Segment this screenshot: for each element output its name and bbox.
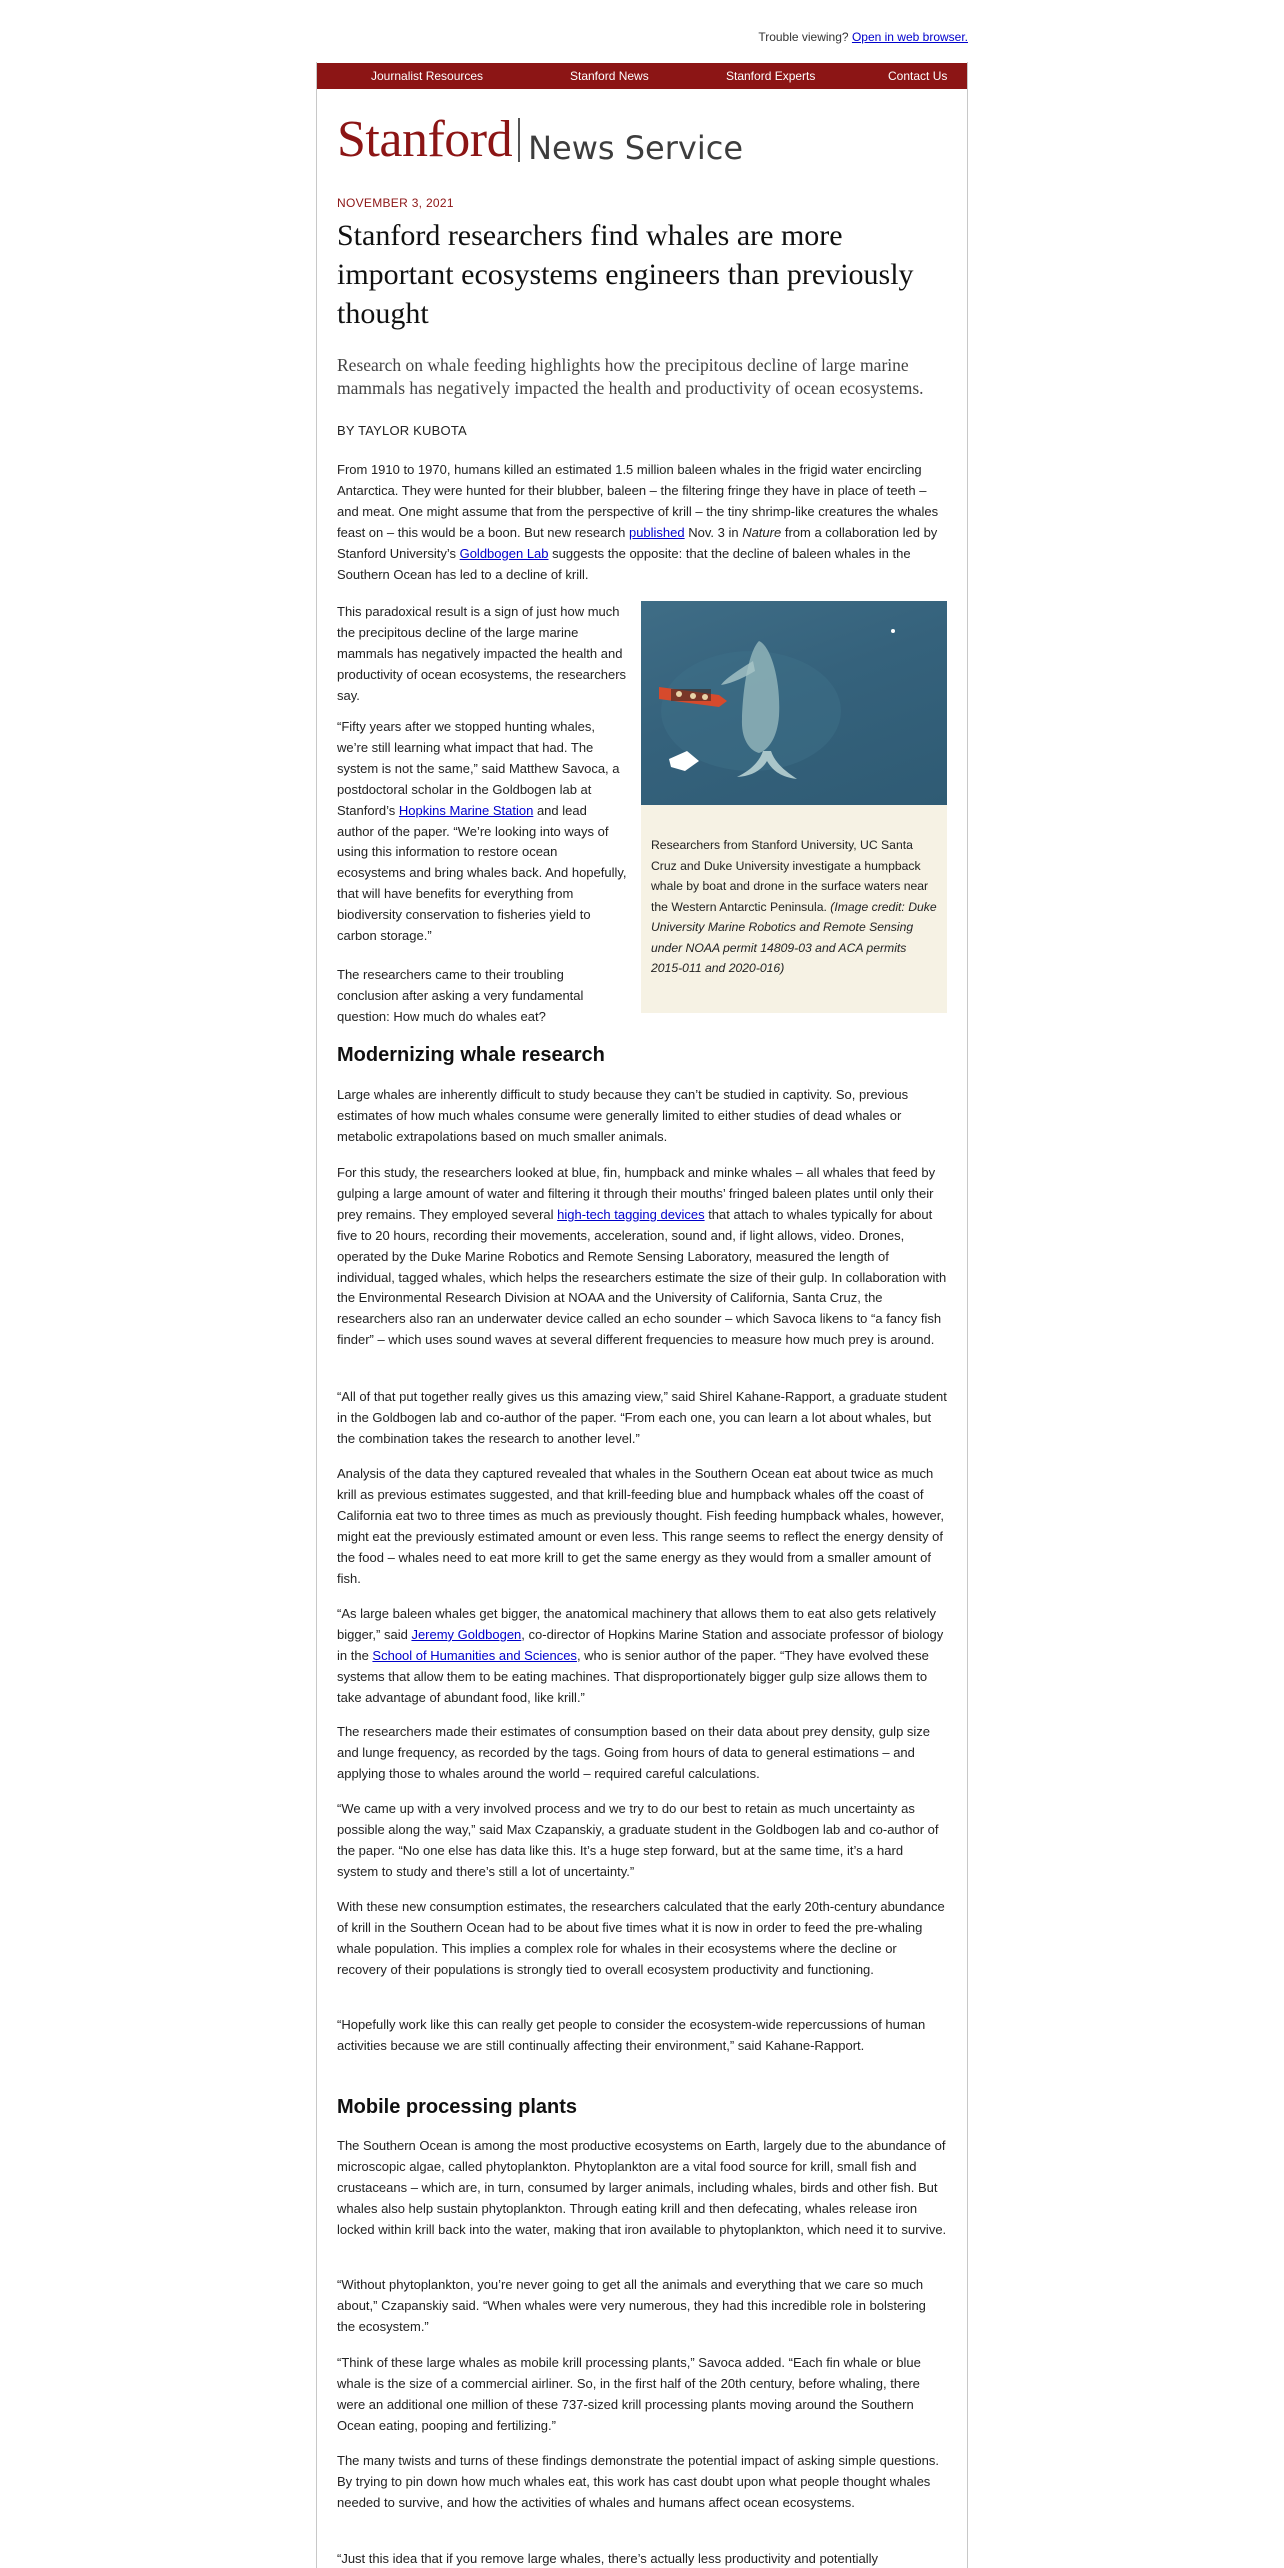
link-jeremy-goldbogen[interactable]: Jeremy Goldbogen [411,1626,522,1642]
text-run: For this study, the researchers looked at blue, fin, humpback and minke whales – all whales that feed by gulping a large amount of water and filtering it through their mouths’ fringed baleen plates until only their prey remains. They employed several [337,1165,936,1222]
paragraph-difficult: Large whales are inherently difficult to study because they can’t be studied in captivity. So, previous estimates of how much whales consume were generally limited to either studies of dead whales or metabolic extrapolations based on much smaller animals. [337,1087,909,1144]
paragraph-consumption: With these new consumption estimates, the researchers calculated that the early 20th-century abundance of krill in the Southern Ocean had to be about five times what it is now in order to feed the pre-whaling whale population. This implies a complex role for whales in their ecosystems where the decline or recovery of their populations is strongly tied to overall ecosystem productivity and functioning. [337,1899,945,1977]
figure-caption [641,805,947,979]
open-in-browser-link[interactable]: Open in web browser. [851,30,968,44]
trouble-viewing-line [322,30,968,44]
journal-name: Nature [742,524,782,540]
link-tagging-devices[interactable]: high-tech tagging devices [557,1206,705,1222]
text-run: and lead author of the paper. “We’re looking into ways of using this information to restore ocean ecosystems and bring whales back. And hopefully, that will have benefits for everything from biodiversity conservation to fisheries yield to carbon storage.” [337,802,627,944]
stanford-wordmark: Stanford [337,111,513,168]
paragraph-phytoplankton-quote: “Without phytoplankton, you’re never going to get all the animals and everything that we care so much about,” Czapanskiy said. “When whales were very numerous, they had this incredible role in bolstering the ecosystem.” [337,2277,926,2334]
text-run: suggests the opposite: that the decline of baleen whales in the Southern Ocean has led to a decline of krill. [337,545,911,582]
paragraph-kahane-quote: “All of that put together really gives us this amazing view,” said Shirel Kahane-Rapport, a graduate student in the Goldbogen lab and co-author of the paper. “From each one, you can learn a lot about whales, but the combination takes the research to another level.” [337,1389,947,1446]
section-heading-mobile-plants: Mobile processing plants [337,2096,578,2118]
article-byline: BY TAYLOR KUBOTA [337,423,467,438]
text-run: from a collaboration led by Stanford University’s [337,524,938,561]
stanford-news-service-logo [337,112,743,166]
paragraph-czapanskiy-quote: “We came up with a very involved process and we try to do our best to retain as much uncertainty as possible along the way,” said Max Czapanskiy, a graduate student in the Goldbogen lab and co-author of the paper. “No one else has data like this. It’s a huge step forward, but at the same time, it’s a hard system to study and there’s still a lot of uncertainty.” [337,1801,939,1879]
paragraph-processing-plants: “Think of these large whales as mobile krill processing plants,” Savoca added. “Each fin whale or blue whale is the size of a commercial airliner. So, in the first half of the 20th century, before whaling, there were an additional one million of these 737-sized krill processing plants moving around the Southern Ocean eating, pooping and fertilizing.” [337,2355,921,2433]
trouble-viewing-text: Trouble viewing? [758,30,849,44]
caption-text: Researchers from Stanford University, UC Santa Cruz and Duke University investigate a humpback whale by boat and drone in the surface waters near the Western Antarctic Peninsula. [651,838,929,914]
link-hopkins-marine-station[interactable]: Hopkins Marine Station [398,802,534,818]
whale-photo-illustration [641,601,947,805]
nav-stanford-news[interactable]: Stanford News [570,69,649,83]
article-headline: Stanford researchers find whales are more important ecosystems engineers than previously thought [337,219,914,330]
paragraph-paradox: This paradoxical result is a sign of just how much the precipitous decline of the large marine mammals has negatively impacted the health and productivity of ocean ecosystems, the researchers say. [337,604,627,703]
logo-divider [518,118,520,162]
text-run: that attach to whales typically for about five to 20 hours, recording their movements, acceleration, sound and, if light allows, video. Drones, operated by the Duke Marine Robotics and Remote Sensing Laboratory, measured the length of individual, tagged whales, which helps the researchers estimate the size of their gulp. In collaboration with the Environmental Research Division at NOAA and the University of California, Santa Cruz, the researchers also ran an underwater device called an echo sounder – which Savoca likens to “a fancy fish finder” – which uses sound waves at several different frequencies to measure how much prey is around. [337,1206,947,1348]
nav-journalist-resources[interactable]: Journalist Resources [371,69,484,83]
paragraph-estimates: The researchers made their estimates of consumption based on their data about prey density, gulp size and lunge frequency, as recorded by the tags. Going from hours of data to general estimations – and applying those to whales around the world – required careful calculations. [337,1724,931,1781]
paragraph-southern-ocean: The Southern Ocean is among the most productive ecosystems on Earth, largely due to the abundance of microscopic algae, called phytoplankton. Phytoplankton are a vital food source for krill, small fish and crustaceans – which are, in turn, consumed by larger animals, including whales, birds and other fish. But whales also help sustain phytoplankton. Through eating krill and then defecating, whales release iron locked within krill back into the water, making that iron available to phytoplankton, which need it to survive. [337,2138,947,2237]
paragraph-analysis: Analysis of the data they captured revealed that whales in the Southern Ocean eat about twice as much krill as previous estimates suggested, and that krill-feeding blue and humpback whales off the coast of California eat two to three times as much as previously thought. Fish feeding humpback whales, however, might eat the previously estimated amount or even less. This range seems to reflect the energy density of the food – whales need to eat more krill to get the same energy as they would from a smaller amount of fish. [337,1466,944,1586]
paragraph-hopefully-quote: “Hopefully work like this can really get people to consider the ecosystem-wide repercussions of human activities because we are still continually affecting their environment,” said Kahane-Rapport. [337,2017,926,2053]
paragraph-goldbogen-quote [337,1604,947,1709]
news-service-wordmark: News Service [528,129,743,167]
link-goldbogen-lab[interactable]: Goldbogen Lab [459,545,549,561]
paragraph-methods [337,1163,947,1351]
nav-contact-us[interactable]: Contact Us [888,69,948,83]
text-run: “As large baleen whales get bigger, the anatomical machinery that allows them to eat also gets relatively bigger,” said [337,1606,937,1642]
article-date: NOVEMBER 3, 2021 [337,196,454,210]
image-credit: (Image credit: Duke University Marine Robotics and Remote Sensing under NOAA permit 14809-03 and ACA permits 2015-011 and 2020-016) [651,899,937,975]
link-humanities-sciences[interactable]: School of Humanities and Sciences [372,1647,577,1663]
paragraph-question: The researchers came to their troubling conclusion after asking a very fundamental question: How much do whales eat? [337,967,584,1024]
paragraph-savoca-quote [337,717,627,947]
text-run: “Fifty years after we stopped hunting whales, we’re still learning what impact that had. The system is not the same,” said Matthew Savoca, a postdoctoral scholar in the Goldbogen lab at Stanford’s [337,719,620,818]
paragraph-twists: The many twists and turns of these findings demonstrate the potential impact of asking simple questions. By trying to pin down how much whales eat, this work has cast doubt upon what people thought whales needed to survive, and how the activities of whales and humans affect ocean ecosystems. [337,2453,939,2510]
link-published[interactable]: published [628,524,685,540]
text-run: , co-director of Hopkins Marine Station and associate professor of biology in the [337,1626,944,1663]
top-nav [317,63,967,89]
text-run: Nov. 3 in [684,524,743,540]
paragraph-final-quote: “Just this idea that if you remove large whales, there’s actually less productivity and potentially [337,2551,878,2566]
article-dek: Research on whale feeding highlights how the precipitous decline of large marine mammals has negatively impacted the health and productivity of ocean ecosystems. [337,355,924,398]
paragraph-intro [337,460,947,585]
text-run: From 1910 to 1970, humans killed an estimated 1.5 million baleen whales in the frigid water encircling Antarctica. They were hunted for their blubber, baleen – the filtering fringe they have in place of teeth – and meat. One might assume that from the perspective of krill – the tiny shrimp-like creatures the whales feast on – this would be a boon. But new research [337,462,939,540]
section-heading-modernizing: Modernizing whale research [337,1044,605,1066]
whale-aerial-photo [641,601,947,805]
nav-stanford-experts[interactable]: Stanford Experts [726,69,816,83]
article-figure [641,601,947,1013]
text-run: , who is senior author of the paper. “They have evolved these systems that allow them to be eating machines. That disproportionately bigger gulp size allows them to take advantage of abundant food, like krill.” [337,1647,929,1705]
